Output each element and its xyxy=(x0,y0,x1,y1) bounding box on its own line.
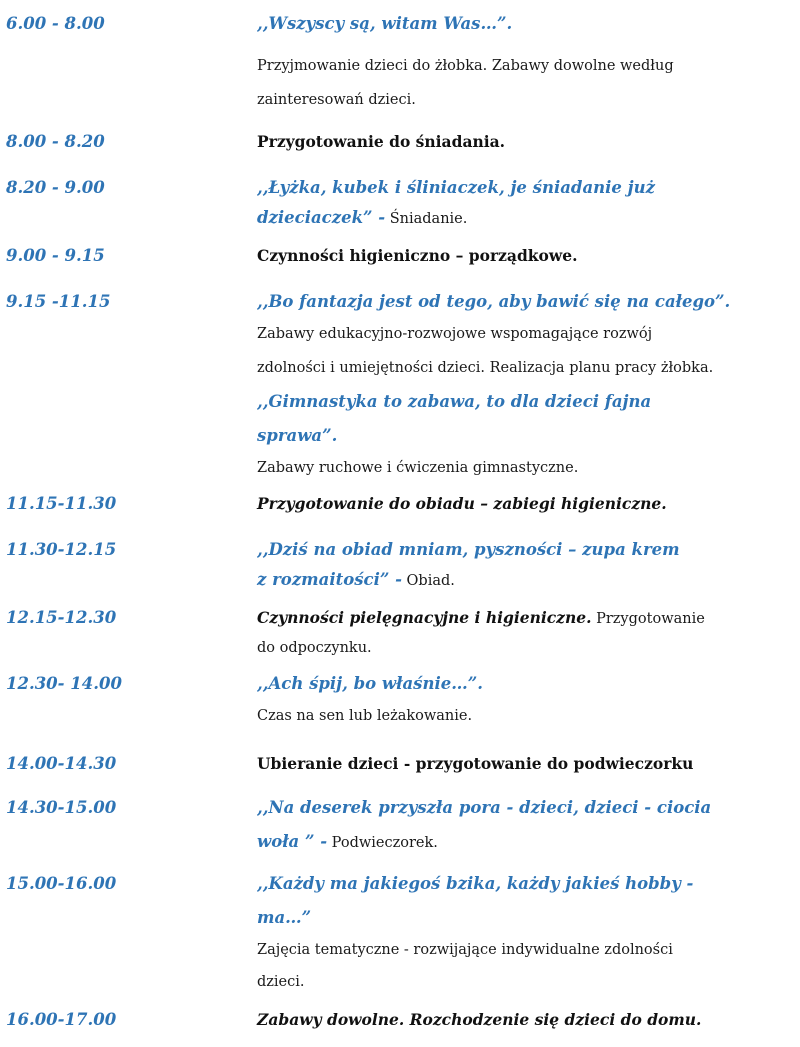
activity-quote: ,,Wszyscy są, witam Was…”. xyxy=(257,14,513,33)
activity-quote: sprawa”. xyxy=(257,426,338,445)
activity-description xyxy=(257,132,797,151)
activity-text: Zajęcia tematyczne - rozwijające indywidualne zdolności xyxy=(257,942,673,958)
activity-text: do odpoczynku. xyxy=(257,640,372,656)
activity-quote: ,,Łyżka, kubek i śliniaczek, je śniadanie już xyxy=(257,178,655,197)
time-label: 8.00 - 8.20 xyxy=(6,132,105,151)
activity-quote: dzieciaczek” - xyxy=(257,208,386,227)
activity-quote: ,,Bo fantazja jest od tego, aby bawić się na całego”. xyxy=(257,292,731,311)
activity-title: Czynności pielęgnacyjne i higieniczne. xyxy=(257,608,592,627)
activity-quote: ,,Każdy ma jakiegoś bzika, każdy jakieś hobby - xyxy=(257,874,694,893)
activity-text: Zabawy ruchowe i ćwiczenia gimnastyczne. xyxy=(257,460,579,476)
activity-text: Przygotowanie xyxy=(591,611,705,627)
time-label: 15.00-16.00 xyxy=(6,874,117,893)
activity-text: Zabawy edukacyjno-rozwojowe wspomagające rozwój xyxy=(257,326,653,342)
activity-description xyxy=(257,494,797,513)
time-label: 9.00 - 9.15 xyxy=(6,246,105,265)
activity-quote: ,,Gimnastyka to zabawa, to dla dzieci fajna xyxy=(257,392,652,411)
activity-text: zainteresowań dzieci. xyxy=(257,92,416,108)
activity-quote: ,,Ach śpij, bo właśnie…”. xyxy=(257,674,483,693)
activity-text: Czas na sen lub leżakowanie. xyxy=(257,708,473,724)
activity-description xyxy=(257,1010,797,1029)
activity-title: Przygotowanie do obiadu – zabiegi higieniczne. xyxy=(257,494,667,513)
time-label: 16.00-17.00 xyxy=(6,1010,117,1029)
activity-description xyxy=(257,874,797,990)
time-label: 12.15-12.30 xyxy=(6,608,117,627)
activity-text: Obiad. xyxy=(401,573,455,589)
activity-description xyxy=(257,798,797,851)
activity-quote: woła ” - xyxy=(257,832,328,851)
activity-title: Zabawy dowolne. Rozchodzenie się dzieci do domu. xyxy=(257,1010,702,1029)
time-label: 14.00-14.30 xyxy=(6,754,117,773)
activity-description xyxy=(257,14,797,108)
activity-text: dzieci. xyxy=(257,974,305,990)
activity-description xyxy=(257,754,797,773)
time-label: 8.20 - 9.00 xyxy=(6,178,105,197)
activity-quote: ,,Dziś na obiad mniam, pyszności – zupa krem xyxy=(257,540,680,559)
activity-title: Czynności higieniczno – porządkowe. xyxy=(257,246,578,265)
activity-title: Przygotowanie do śniadania. xyxy=(257,132,506,151)
activity-quote: z rozmaitości” - xyxy=(257,570,402,589)
activity-text: Podwieczorek. xyxy=(327,835,438,851)
activity-description xyxy=(257,292,797,476)
time-label: 12.30- 14.00 xyxy=(6,674,122,693)
activity-quote: ,,Na deserek przyszła pora - dzieci, dzieci - ciocia xyxy=(257,798,712,817)
activity-title: Ubieranie dzieci - przygotowanie do podwieczorku xyxy=(257,754,694,773)
time-label: 14.30-15.00 xyxy=(6,798,117,817)
activity-description xyxy=(257,674,797,724)
activity-description xyxy=(257,246,797,265)
time-label: 11.15-11.30 xyxy=(6,494,117,513)
activity-text: Przyjmowanie dzieci do żłobka. Zabawy dowolne według xyxy=(257,58,674,74)
time-label: 11.30-12.15 xyxy=(6,540,117,559)
time-label: 6.00 - 8.00 xyxy=(6,14,105,33)
activity-text: Śniadanie. xyxy=(385,211,468,227)
activity-description xyxy=(257,540,797,589)
activity-description xyxy=(257,608,797,656)
time-label: 9.15 -11.15 xyxy=(6,292,111,311)
activity-quote: ma…” xyxy=(257,908,312,927)
activity-text: zdolności i umiejętności dzieci. Realizacja planu pracy żłobka. xyxy=(257,360,714,376)
activity-description xyxy=(257,178,797,227)
